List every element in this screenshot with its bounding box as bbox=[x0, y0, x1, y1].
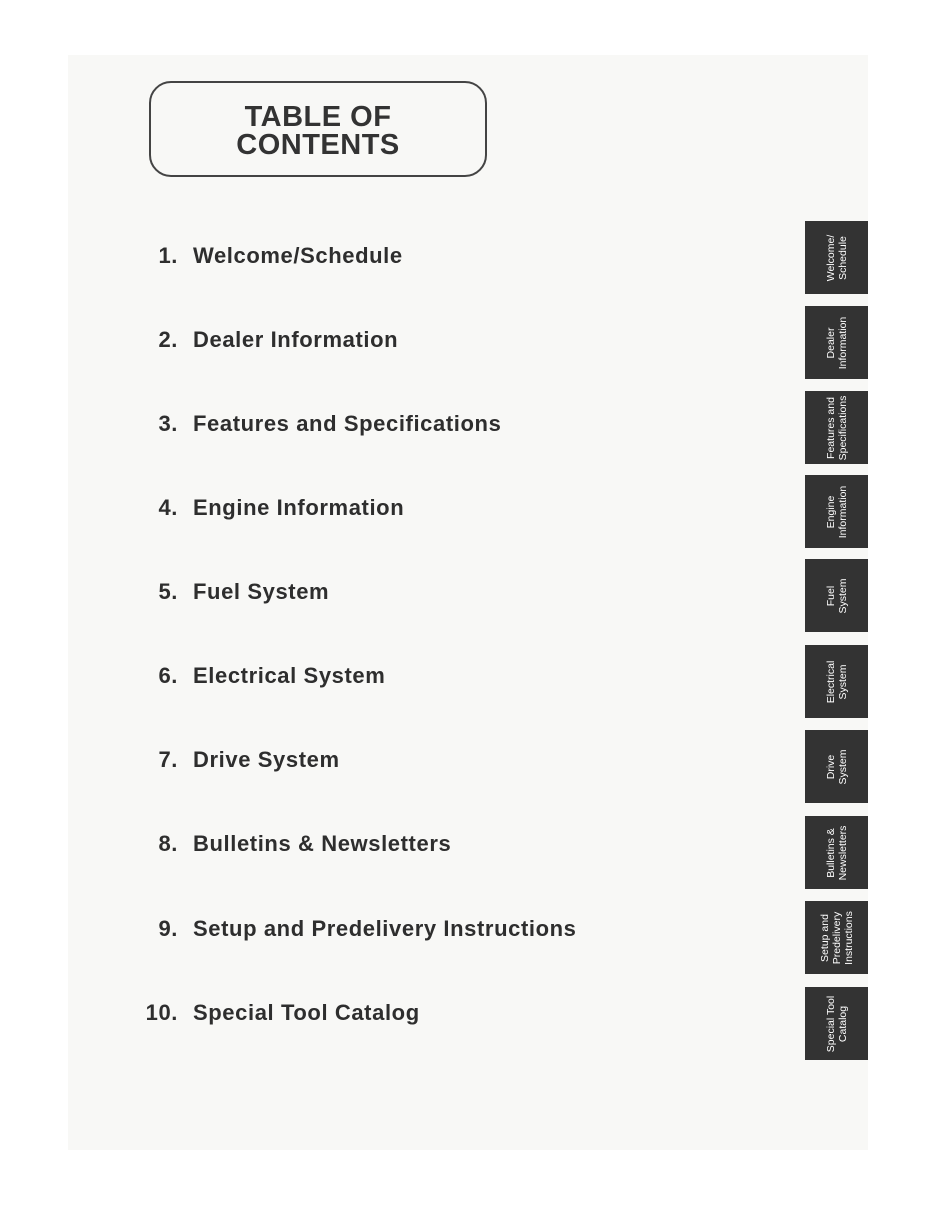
tab-label-line: Setup and bbox=[818, 913, 831, 962]
toc-entry-label: Welcome/Schedule bbox=[193, 243, 403, 268]
section-tab[interactable] bbox=[805, 221, 868, 294]
section-tab-label bbox=[825, 749, 849, 784]
toc-entry-number: 3. bbox=[158, 411, 178, 436]
tab-label-line: Bulletins & bbox=[824, 827, 837, 878]
tab-label-line: Schedule bbox=[836, 235, 849, 280]
toc-entry-label: Engine Information bbox=[193, 495, 405, 520]
toc-entry-number: 10. bbox=[145, 1000, 178, 1025]
toc-entry[interactable] bbox=[120, 829, 451, 859]
toc-entry[interactable] bbox=[120, 409, 501, 439]
toc-entry[interactable] bbox=[120, 914, 577, 944]
toc-entry-label: Special Tool Catalog bbox=[193, 1000, 420, 1025]
toc-entry[interactable] bbox=[120, 661, 385, 691]
toc-entry-number: 5. bbox=[158, 579, 178, 604]
section-tab-label bbox=[825, 316, 849, 369]
toc-entry[interactable] bbox=[120, 325, 398, 355]
toc-entry-label: Fuel System bbox=[193, 579, 330, 604]
toc-entry-label: Setup and Predelivery Instructions bbox=[193, 916, 577, 941]
toc-entry-number: 7. bbox=[158, 747, 178, 772]
tab-label-line: Features and bbox=[824, 396, 837, 459]
section-tab[interactable] bbox=[805, 645, 868, 718]
section-tab-label bbox=[825, 660, 849, 703]
toc-entry-label: Bulletins & Newsletters bbox=[193, 831, 452, 856]
tab-label-line: Newsletters bbox=[836, 825, 849, 880]
section-tab[interactable] bbox=[805, 306, 868, 379]
title-line-1: TABLE OF bbox=[244, 101, 392, 133]
title-line-2: CONTENTS bbox=[236, 129, 400, 161]
section-tab[interactable] bbox=[805, 730, 868, 803]
section-tab-label bbox=[825, 578, 849, 613]
toc-entry[interactable] bbox=[120, 745, 340, 775]
toc-entry-label: Features and Specifications bbox=[193, 411, 502, 436]
tab-label-line: Welcome/ bbox=[824, 234, 837, 281]
tab-label-line: Special Tool bbox=[824, 995, 837, 1052]
toc-entry-number: 1. bbox=[158, 243, 178, 268]
tab-label-line: Instructions bbox=[842, 910, 855, 965]
tab-label-line: Catalog bbox=[836, 1005, 849, 1042]
toc-entry-number: 9. bbox=[158, 916, 178, 941]
section-tab-label bbox=[819, 911, 855, 965]
tab-label-line: Information bbox=[836, 485, 849, 538]
toc-entry[interactable] bbox=[120, 241, 403, 271]
tab-label-line: Fuel bbox=[824, 585, 837, 606]
tab-label-line: System bbox=[836, 748, 849, 785]
tab-label-line: Dealer bbox=[824, 327, 837, 358]
section-tab-label bbox=[825, 825, 849, 880]
section-tab[interactable] bbox=[805, 816, 868, 889]
section-tab-label bbox=[825, 995, 849, 1051]
toc-entry-label: Drive System bbox=[193, 747, 340, 772]
section-tab[interactable] bbox=[805, 987, 868, 1060]
section-tab[interactable] bbox=[805, 901, 868, 974]
toc-entry[interactable] bbox=[120, 998, 420, 1028]
section-tab[interactable] bbox=[805, 475, 868, 548]
tab-label-line: System bbox=[836, 663, 849, 700]
tab-label-line: Information bbox=[836, 316, 849, 369]
section-tab-label bbox=[825, 485, 849, 538]
toc-entry[interactable] bbox=[120, 577, 329, 607]
page-title bbox=[149, 81, 487, 177]
toc-entry-label: Electrical System bbox=[193, 663, 386, 688]
section-tab[interactable] bbox=[805, 559, 868, 632]
section-tab-label bbox=[825, 234, 849, 281]
section-tab[interactable] bbox=[805, 391, 868, 464]
tab-label-line: Predelivery bbox=[830, 911, 843, 964]
toc-entry-number: 8. bbox=[158, 831, 178, 856]
toc-entry-label: Dealer Information bbox=[193, 327, 399, 352]
tab-label-line: System bbox=[836, 577, 849, 614]
toc-entry-number: 4. bbox=[158, 495, 178, 520]
section-tab-label bbox=[825, 395, 849, 460]
toc-entry[interactable] bbox=[120, 493, 404, 523]
tab-label-line: Engine bbox=[824, 495, 837, 528]
toc-entry-number: 2. bbox=[158, 327, 178, 352]
tab-label-line: Drive bbox=[824, 754, 837, 779]
tab-label-line: Specifications bbox=[836, 395, 849, 460]
tab-label-line: Electrical bbox=[824, 660, 837, 703]
toc-entry-number: 6. bbox=[158, 663, 178, 688]
